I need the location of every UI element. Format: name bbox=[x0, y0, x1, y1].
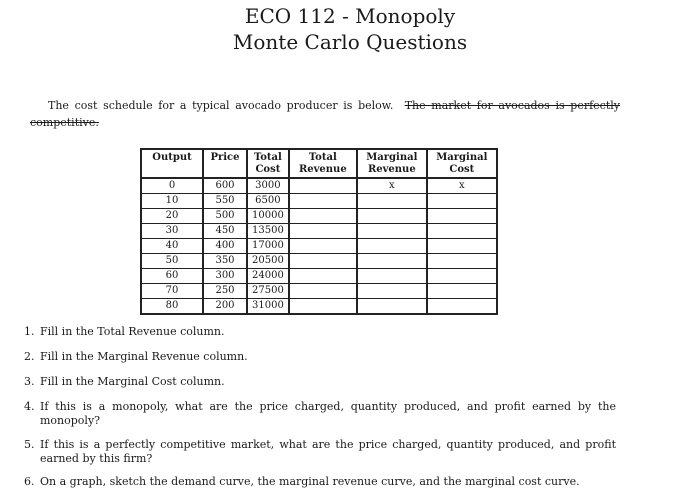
cell-total-revenue bbox=[289, 178, 357, 194]
cell-marginal-cost bbox=[427, 209, 497, 224]
cell-total-cost: 31000 bbox=[247, 299, 289, 315]
cell-marginal-revenue bbox=[357, 194, 427, 209]
cell-total-cost: 17000 bbox=[247, 239, 289, 254]
cell-output: 10 bbox=[141, 194, 203, 209]
struck-intro-text: The market for avocados is perfectly competitive. bbox=[30, 99, 620, 129]
cell-output: 40 bbox=[141, 239, 203, 254]
cell-total-cost: 3000 bbox=[247, 178, 289, 194]
cell-marginal-revenue bbox=[357, 224, 427, 239]
cell-total-revenue bbox=[289, 299, 357, 315]
table-row bbox=[141, 299, 497, 315]
cell-price: 300 bbox=[203, 269, 247, 284]
cell-output: 30 bbox=[141, 224, 203, 239]
cell-total-cost: 13500 bbox=[247, 224, 289, 239]
cell-total-revenue bbox=[289, 209, 357, 224]
cell-total-cost: 6500 bbox=[247, 194, 289, 209]
cell-total-cost: 20500 bbox=[247, 254, 289, 269]
cell-total-revenue bbox=[289, 269, 357, 284]
table-row bbox=[141, 254, 497, 269]
intro-paragraph bbox=[30, 97, 620, 131]
cell-marginal-revenue bbox=[357, 299, 427, 315]
cell-total-revenue bbox=[289, 254, 357, 269]
cell-total-revenue bbox=[289, 224, 357, 239]
cell-output: 0 bbox=[141, 178, 203, 194]
cell-marginal-cost bbox=[427, 269, 497, 284]
cell-price: 600 bbox=[203, 178, 247, 194]
question-number: 1. bbox=[24, 325, 35, 338]
cell-output: 50 bbox=[141, 254, 203, 269]
cell-marginal-cost: x bbox=[427, 178, 497, 194]
question-text: On a graph, sketch the demand curve, the marginal revenue curve, and the marginal cost curve. bbox=[40, 475, 580, 488]
page-title: ECO 112 - Monopoly bbox=[244, 4, 456, 28]
question-item bbox=[24, 400, 616, 428]
cell-marginal-revenue bbox=[357, 269, 427, 284]
cell-price: 550 bbox=[203, 194, 247, 209]
question-item bbox=[24, 375, 616, 389]
cell-marginal-cost bbox=[427, 284, 497, 299]
question-text: If this is a perfectly competitive market, what are the price charged, quantity produced, and profit earned by this firm? bbox=[40, 438, 616, 465]
table-row bbox=[141, 284, 497, 299]
cell-marginal-cost bbox=[427, 224, 497, 239]
cell-marginal-revenue: x bbox=[357, 178, 427, 194]
cell-marginal-revenue bbox=[357, 209, 427, 224]
question-number: 4. bbox=[24, 400, 35, 413]
question-text: Fill in the Total Revenue column. bbox=[40, 325, 225, 338]
cell-total-revenue bbox=[289, 239, 357, 254]
table-header-row bbox=[141, 149, 497, 178]
table-row bbox=[141, 209, 497, 224]
cell-price: 500 bbox=[203, 209, 247, 224]
cell-marginal-cost bbox=[427, 299, 497, 315]
cell-total-revenue bbox=[289, 284, 357, 299]
cell-price: 250 bbox=[203, 284, 247, 299]
question-number: 2. bbox=[24, 350, 35, 363]
cell-marginal-cost bbox=[427, 254, 497, 269]
table-row bbox=[141, 178, 497, 194]
question-number: 5. bbox=[24, 438, 35, 451]
question-item bbox=[24, 475, 616, 489]
table-row bbox=[141, 239, 497, 254]
header-marginal-cost: Marginal Cost bbox=[427, 149, 497, 178]
cell-marginal-cost bbox=[427, 239, 497, 254]
cell-output: 70 bbox=[141, 284, 203, 299]
cell-output: 20 bbox=[141, 209, 203, 224]
question-number: 6. bbox=[24, 475, 35, 488]
cell-price: 350 bbox=[203, 254, 247, 269]
header-output: Output bbox=[141, 149, 203, 178]
cell-price: 200 bbox=[203, 299, 247, 315]
header-marginal-revenue: Marginal Revenue bbox=[357, 149, 427, 178]
page-subtitle: Monte Carlo Questions bbox=[232, 30, 468, 54]
cell-output: 60 bbox=[141, 269, 203, 284]
header-total-cost: Total Cost bbox=[247, 149, 289, 178]
table-row bbox=[141, 269, 497, 284]
table-row bbox=[141, 224, 497, 239]
cell-total-cost: 27500 bbox=[247, 284, 289, 299]
question-item bbox=[24, 350, 616, 364]
cell-marginal-revenue bbox=[357, 254, 427, 269]
question-text: Fill in the Marginal Cost column. bbox=[40, 375, 225, 388]
question-text: Fill in the Marginal Revenue column. bbox=[40, 350, 248, 363]
header-total-revenue: Total Revenue bbox=[289, 149, 357, 178]
question-number: 3. bbox=[24, 375, 35, 388]
cell-output: 80 bbox=[141, 299, 203, 315]
question-list bbox=[24, 325, 616, 500]
question-item bbox=[24, 325, 616, 339]
cell-total-cost: 10000 bbox=[247, 209, 289, 224]
cell-marginal-revenue bbox=[357, 239, 427, 254]
question-text: If this is a monopoly, what are the price charged, quantity produced, and profit earned by the monopoly? bbox=[40, 400, 616, 427]
table-row bbox=[141, 194, 497, 209]
question-item bbox=[24, 438, 616, 466]
cost-schedule-table bbox=[140, 148, 498, 315]
header-price: Price bbox=[203, 149, 247, 178]
cell-price: 450 bbox=[203, 224, 247, 239]
cell-total-cost: 24000 bbox=[247, 269, 289, 284]
cell-marginal-revenue bbox=[357, 284, 427, 299]
cell-price: 400 bbox=[203, 239, 247, 254]
cell-marginal-cost bbox=[427, 194, 497, 209]
cell-total-revenue bbox=[289, 194, 357, 209]
intro-text: The cost schedule for a typical avocado producer is below. bbox=[48, 99, 394, 112]
